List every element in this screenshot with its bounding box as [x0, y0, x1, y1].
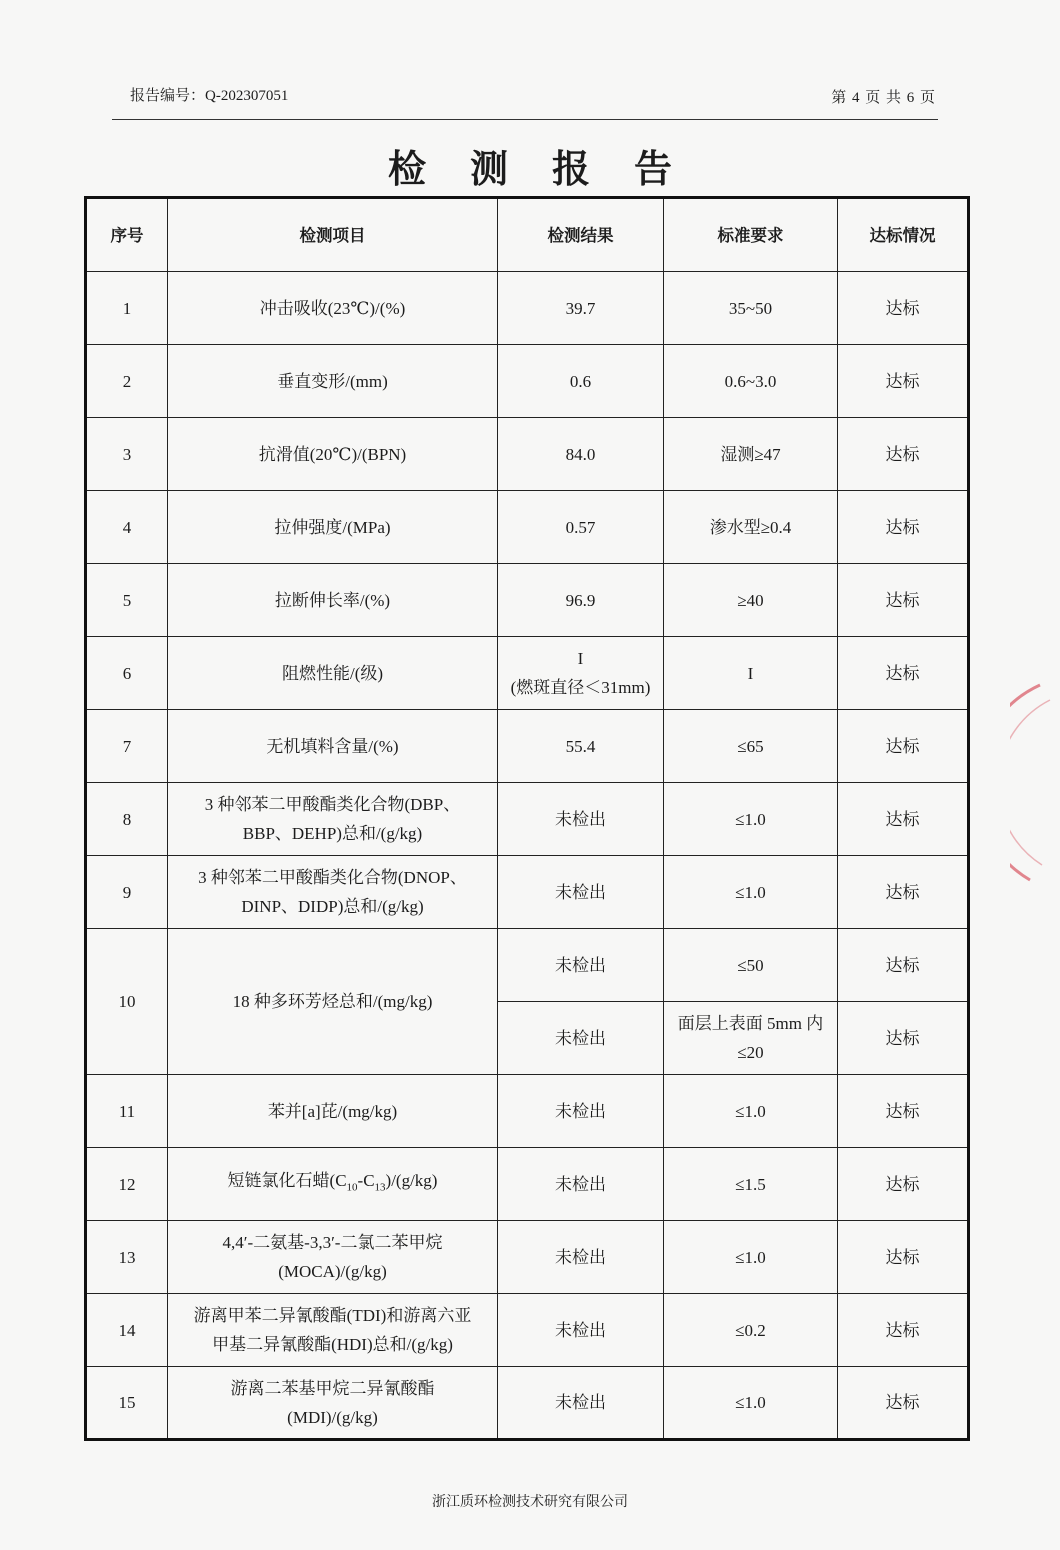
item-line: 4,4′-二氨基-3,3′-二氯二苯甲烷 [222, 1233, 443, 1252]
row-result: 未检出 [498, 929, 664, 1002]
row-standard: 35~50 [664, 272, 838, 345]
row-no: 1 [86, 272, 168, 345]
row-status: 达标 [838, 1075, 969, 1148]
item-line: 游离甲苯二异氰酸酯(TDI)和游离六亚 [193, 1306, 472, 1325]
table-row [86, 856, 969, 929]
table-row [86, 1367, 969, 1440]
row-status: 达标 [838, 418, 969, 491]
row-standard: ≤1.5 [664, 1148, 838, 1221]
row-no: 8 [86, 783, 168, 856]
result-note: (燃斑直径＜31mm) [510, 678, 651, 697]
row-standard: ≤1.0 [664, 1367, 838, 1440]
item-line: 3 种邻苯二甲酸酯类化合物(DNOP、 [198, 868, 467, 887]
page-indicator: 第 4 页 共 6 页 [831, 90, 936, 106]
row-result: 未检出 [498, 1148, 664, 1221]
item-line: (MOCA)/(g/kg) [278, 1262, 387, 1281]
row-no: 5 [86, 564, 168, 637]
row-no: 6 [86, 637, 168, 710]
row-status: 达标 [838, 564, 969, 637]
report-number: 报告编号：Q-202307051 [130, 88, 289, 104]
row-result: 未检出 [498, 783, 664, 856]
row-no: 12 [86, 1148, 168, 1221]
table-row [86, 929, 969, 1002]
row-item [168, 1148, 498, 1221]
row-standard: ≤1.0 [664, 783, 838, 856]
table-row [86, 345, 969, 418]
page-title: 检测报告 [387, 147, 716, 191]
col-header-standard: 标准要求 [664, 198, 838, 272]
item-line: DINP、DIDP)总和/(g/kg) [241, 897, 424, 916]
row-no: 14 [86, 1294, 168, 1367]
row-standard: 渗水型≥0.4 [664, 491, 838, 564]
row-result: 未检出 [498, 1002, 664, 1075]
item-line: 3 种邻苯二甲酸酯类化合物(DBP、 [204, 795, 461, 814]
row-item: 无机填料含量/(%) [168, 710, 498, 783]
row-result: 未检出 [498, 1221, 664, 1294]
row-result: 0.57 [498, 491, 664, 564]
item-line: 游离二苯基甲烷二异氰酸酯 [230, 1378, 435, 1398]
item-subscript: 10 [346, 1181, 358, 1194]
inspection-table [84, 196, 970, 1441]
row-result: 未检出 [498, 1294, 664, 1367]
row-no: 7 [86, 710, 168, 783]
table-row [86, 783, 969, 856]
row-item: 拉断伸长率/(%) [168, 564, 498, 637]
result-grade: I [577, 649, 584, 668]
table-row [86, 1294, 969, 1367]
row-no: 2 [86, 345, 168, 418]
row-no: 13 [86, 1221, 168, 1294]
row-no: 10 [86, 929, 168, 1075]
row-item [168, 1367, 498, 1440]
row-standard: 0.6~3.0 [664, 345, 838, 418]
row-result: 55.4 [498, 710, 664, 783]
row-result: 0.6 [498, 345, 664, 418]
row-standard: ≤50 [664, 929, 838, 1002]
row-status: 达标 [838, 345, 969, 418]
row-status: 达标 [838, 1294, 969, 1367]
row-item: 拉伸强度/(MPa) [168, 491, 498, 564]
row-result: 未检出 [498, 1075, 664, 1148]
item-line: BBP、DEHP)总和/(g/kg) [242, 824, 423, 843]
row-item: 苯并[a]芘/(mg/kg) [168, 1075, 498, 1148]
row-standard [664, 1002, 838, 1075]
row-status: 达标 [838, 1367, 969, 1440]
table-row [86, 1075, 969, 1148]
row-result: 39.7 [498, 272, 664, 345]
row-no: 4 [86, 491, 168, 564]
row-status: 达标 [838, 856, 969, 929]
row-status: 达标 [838, 491, 969, 564]
table-row [86, 272, 969, 345]
row-item: 阻燃性能/(级) [168, 637, 498, 710]
company-footer: 浙江质环检测技术研究有限公司 [432, 1494, 628, 1510]
item-subscript: 13 [374, 1181, 386, 1194]
row-status: 达标 [838, 272, 969, 345]
standard-line: 面层上表面 5mm 内 [677, 1014, 824, 1033]
item-line: 甲基二异氰酸酯(HDI)总和/(g/kg) [212, 1335, 453, 1354]
row-result: 未检出 [498, 1367, 664, 1440]
row-standard: ≤0.2 [664, 1294, 838, 1367]
item-text: -C [357, 1170, 375, 1190]
item-line: (MDI)/(g/kg) [287, 1407, 378, 1427]
table-row [86, 1148, 969, 1221]
row-item [168, 1294, 498, 1367]
row-standard: ≤1.0 [664, 1075, 838, 1148]
row-standard: 湿测≥47 [664, 418, 838, 491]
row-standard: ≥40 [664, 564, 838, 637]
row-result: 未检出 [498, 856, 664, 929]
row-status: 达标 [838, 929, 969, 1002]
table-row [86, 418, 969, 491]
row-item: 冲击吸收(23℃)/(%) [168, 272, 498, 345]
row-no: 15 [86, 1367, 168, 1440]
standard-line: ≤20 [737, 1043, 764, 1062]
row-item [168, 1221, 498, 1294]
item-text: )/(g/kg) [385, 1170, 438, 1190]
col-header-result: 检测结果 [498, 198, 664, 272]
row-item [168, 783, 498, 856]
row-no: 11 [86, 1075, 168, 1148]
row-standard: ≤1.0 [664, 856, 838, 929]
col-header-item: 检测项目 [168, 198, 498, 272]
row-item: 18 种多环芳烃总和/(mg/kg) [168, 929, 498, 1075]
row-item: 抗滑值(20℃)/(BPN) [168, 418, 498, 491]
row-item [168, 856, 498, 929]
row-status: 达标 [838, 1221, 969, 1294]
col-header-no: 序号 [86, 198, 168, 272]
table-header-row [86, 198, 969, 272]
header-divider [112, 119, 938, 120]
row-status: 达标 [838, 1002, 969, 1075]
table-row [86, 710, 969, 783]
seal-arc-inner [1010, 700, 1050, 865]
row-result [498, 637, 664, 710]
row-status: 达标 [838, 1148, 969, 1221]
row-status: 达标 [838, 783, 969, 856]
table-row [86, 491, 969, 564]
table-row [86, 1221, 969, 1294]
row-standard: ≤1.0 [664, 1221, 838, 1294]
row-result: 96.9 [498, 564, 664, 637]
row-item: 垂直变形/(mm) [168, 345, 498, 418]
row-result: 84.0 [498, 418, 664, 491]
table-row [86, 637, 969, 710]
row-status: 达标 [838, 710, 969, 783]
row-no: 9 [86, 856, 168, 929]
row-status: 达标 [838, 637, 969, 710]
item-text: 短链氯化石蜡(C [227, 1170, 347, 1190]
company-seal-stamp [1010, 680, 1060, 890]
row-no: 3 [86, 418, 168, 491]
table-row [86, 564, 969, 637]
row-standard: ≤65 [664, 710, 838, 783]
col-header-status: 达标情况 [838, 198, 969, 272]
row-standard: I [664, 637, 838, 710]
